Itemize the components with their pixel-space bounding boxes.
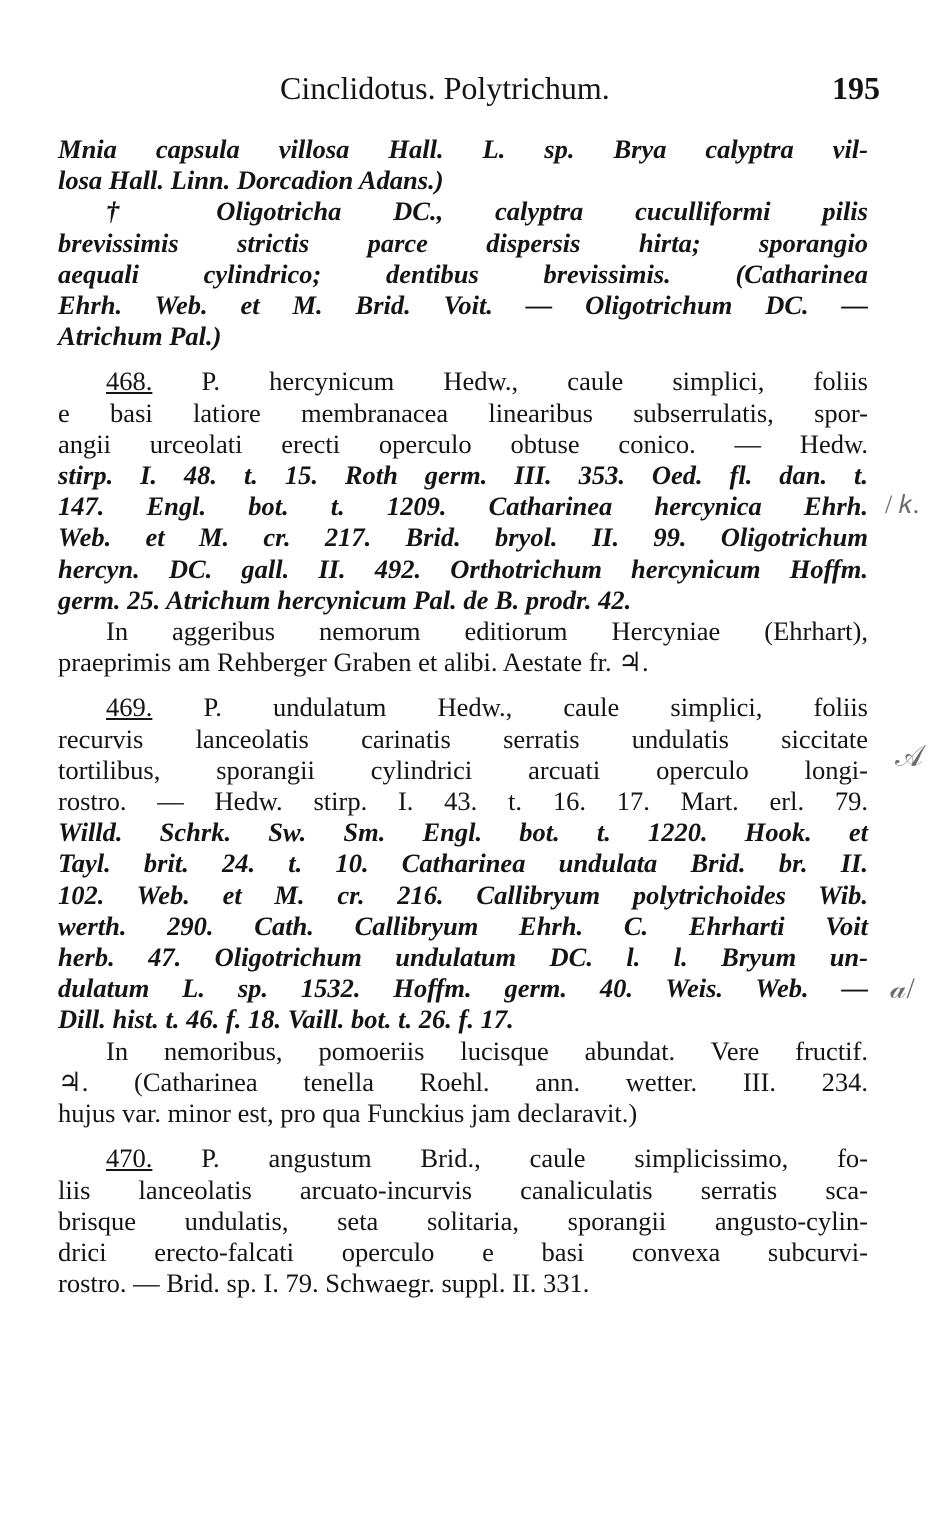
text-line: dulatum L. sp. 1532. Hoffm. germ. 40. Weis. Web. — (58, 973, 868, 1004)
running-header (280, 70, 880, 110)
habitat-line: praeprimis am Rehberger Graben et alibi. Aestate fr. ♃. (58, 647, 649, 678)
margin-annotation: / 𝑘. (885, 490, 920, 519)
page-body (58, 134, 868, 1299)
text-line: recurvis lanceolatis carinatis serratis undulatis siccitate (58, 723, 868, 754)
text-line: e basi latiore membranacea linearibus subserrulatis, spor- (58, 397, 868, 428)
text-line (58, 1143, 868, 1174)
text-line: 102. Web. et M. cr. 216. Callibryum polytrichoides Wib. (58, 879, 868, 910)
species-number: 468. (106, 366, 153, 397)
species-name: P. angustum Brid., caule simplicissimo, fo- (201, 1143, 869, 1174)
text-line: stirp. I. 48. t. 15. Roth germ. III. 353. Oed. fl. dan. t. (58, 460, 868, 491)
text-line: aequali cylindrico; dentibus brevissimis. (Catharinea (58, 258, 868, 289)
species-entry-469 (58, 692, 868, 1129)
text-line: Dill. hist. t. 46. f. 18. Vaill. bot. t. 26. f. 17. (58, 1004, 514, 1035)
habitat-line: In aggeribus nemorum editiorum Hercyniae (Ehrhart), (106, 616, 868, 647)
text-line: werth. 290. Cath. Callibryum Ehrh. C. Ehrharti Voit (58, 910, 868, 941)
oligotricha-block (58, 196, 868, 352)
text-line: Atrichum Pal.) (58, 321, 222, 352)
text-line: Ehrh. Web. et M. Brid. Voit. — Oligotrichum DC. — (58, 290, 868, 321)
species-name: P. hercynicum Hedw., caule simplici, foliis (201, 366, 868, 397)
habitat-line: ♃. (Catharinea tenella Roehl. ann. wetter. III. 234. (58, 1066, 868, 1097)
text-line: rostro. — Hedw. stirp. I. 43. t. 16. 17. Mart. erl. 79. (58, 786, 868, 817)
text-line: liis lanceolatis arcuato-incurvis canaliculatis serratis sca- (58, 1174, 868, 1205)
text-line: Web. et M. cr. 217. Brid. bryol. II. 99. Oligotrichum (58, 522, 868, 553)
page-number: 195 (832, 70, 880, 106)
text-line: † Oligotricha DC., calyptra cuculliformi pilis (106, 196, 868, 227)
text-line: rostro. — Brid. sp. I. 79. Schwaegr. suppl. II. 331. (58, 1268, 590, 1299)
margin-annotation: 𝒜 (895, 740, 924, 773)
habitat-line: In nemoribus, pomoeriis lucisque abundat. Vere fructif. (106, 1035, 868, 1066)
text-line: 147. Engl. bot. t. 1209. Catharinea hercynica Ehrh. (58, 491, 868, 522)
species-name: P. undulatum Hedw., caule simplici, foliis (203, 692, 868, 723)
species-number: 469. (106, 692, 153, 723)
text-line: Tayl. brit. 24. t. 10. Catharinea undulata Brid. br. II. (58, 848, 868, 879)
text-line: herb. 47. Oligotrichum undulatum DC. l. l. Bryum un- (58, 942, 868, 973)
habitat-line: hujus var. minor est, pro qua Funckius jam declaravit.) (58, 1098, 638, 1129)
intro-block (58, 134, 868, 196)
text-line (58, 692, 868, 723)
text-line: tortilibus, sporangii cylindrici arcuati operculo longi- (58, 754, 868, 785)
text-line: angii urceolati erecti operculo obtuse conico. — Hedw. (58, 428, 868, 459)
text-line: losa Hall. Linn. Dorcadion Adans.) (58, 165, 444, 196)
text-line: Mnia capsula villosa Hall. L. sp. Brya calyptra vil- (58, 134, 868, 164)
text-line: brevissimis strictis parce dispersis hirta; sporangio (58, 227, 868, 258)
text-line: Willd. Schrk. Sw. Sm. Engl. bot. t. 1220. Hook. et (58, 817, 868, 848)
text-line: drici erecto-falcati operculo e basi convexa subcurvi- (58, 1236, 868, 1267)
text-line: germ. 25. Atrichum hercynicum Pal. de B. prodr. 42. (58, 584, 632, 615)
margin-annotation: 𝒶/ (890, 972, 915, 1005)
species-number: 470. (106, 1143, 153, 1174)
running-title: Cinclidotus. Polytrichum. (280, 70, 610, 106)
text-line (58, 366, 868, 397)
text-line: brisque undulatis, seta solitaria, sporangii angusto-cylin- (58, 1205, 868, 1236)
species-entry-470 (58, 1143, 868, 1299)
species-entry-468 (58, 366, 868, 678)
text-line: hercyn. DC. gall. II. 492. Orthotrichum hercynicum Hoffm. (58, 553, 868, 584)
